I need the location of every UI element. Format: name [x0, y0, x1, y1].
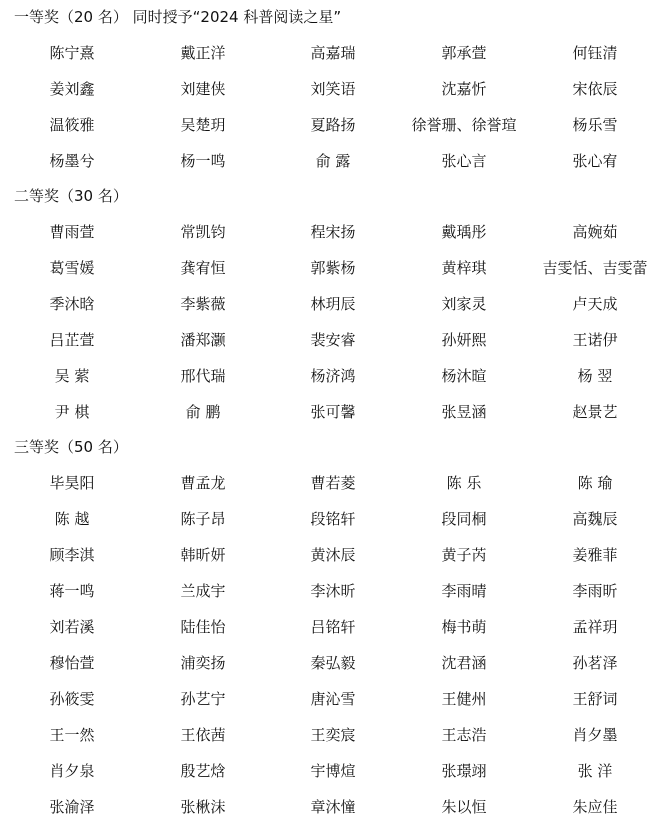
winner-name: 曹雨萱 — [49, 223, 95, 241]
winner-name: 黄梓琪 — [441, 259, 487, 277]
winner-name: 曹孟龙 — [180, 474, 226, 492]
winner-name: 陈宁熹 — [49, 44, 95, 62]
third-prize-row — [0, 579, 662, 603]
winner-name: 刘建侠 — [180, 80, 226, 98]
winner-name: 杨墨兮 — [49, 152, 95, 170]
winner-name: 曹若菱 — [310, 474, 356, 492]
winner-name: 季沐晗 — [49, 295, 95, 313]
winner-name: 孟祥玥 — [572, 618, 618, 636]
winner-name: 韩昕妍 — [180, 546, 226, 564]
winner-name: 林玥辰 — [310, 295, 356, 313]
winner-name: 杨沐暄 — [441, 367, 487, 385]
winner-name: 章沐憧 — [310, 798, 356, 816]
third-prize-heading: 三等奖（50 名） — [14, 438, 128, 456]
winner-name: 姜雅菲 — [572, 546, 618, 564]
winner-name: 肖夕墨 — [572, 726, 618, 744]
winner-name: 戴正洋 — [180, 44, 226, 62]
first-prize-row — [0, 113, 662, 137]
winner-name: 陆佳怡 — [180, 618, 226, 636]
winner-name: 戴瑀彤 — [441, 223, 487, 241]
third-prize-row — [0, 759, 662, 783]
winner-name: 肖夕泉 — [49, 762, 95, 780]
winner-name: 尹 棋 — [54, 403, 90, 421]
first-prize-row — [0, 41, 662, 65]
winner-name: 王诺伊 — [572, 331, 618, 349]
winner-name: 孙艺宁 — [180, 690, 226, 708]
winner-name: 夏路扬 — [310, 116, 356, 134]
winner-name: 陈 乐 — [446, 474, 482, 492]
winner-name: 高嘉瑞 — [310, 44, 356, 62]
winner-name: 俞 露 — [315, 152, 351, 170]
winner-name: 段铭轩 — [310, 510, 356, 528]
first-prize-row — [0, 149, 662, 173]
winner-name: 李雨晴 — [441, 582, 487, 600]
winner-name: 吉雯恬、吉雯蕾 — [542, 259, 648, 277]
winner-name: 吕芷萱 — [49, 331, 95, 349]
winner-name: 张楸沫 — [180, 798, 226, 816]
winner-name: 杨 翌 — [577, 367, 613, 385]
winner-name: 赵景艺 — [572, 403, 618, 421]
winner-name: 王一然 — [49, 726, 95, 744]
third-prize-row — [0, 543, 662, 567]
winner-name: 刘若溪 — [49, 618, 95, 636]
winner-name: 杨一鸣 — [180, 152, 226, 170]
winner-name: 何钰清 — [572, 44, 618, 62]
winner-name: 朱应佳 — [572, 798, 618, 816]
winner-name: 郭承萱 — [441, 44, 487, 62]
winner-name: 王健州 — [441, 690, 487, 708]
winner-name: 吕铭轩 — [310, 618, 356, 636]
winner-name: 陈 瑜 — [577, 474, 613, 492]
winner-name: 邢代瑞 — [180, 367, 226, 385]
winner-name: 高婉茹 — [572, 223, 618, 241]
winner-name: 张璟翊 — [441, 762, 487, 780]
winner-name: 李沐昕 — [310, 582, 356, 600]
winner-name: 潘郑灏 — [180, 331, 226, 349]
first-prize-heading: 一等奖（20 名） 同时授予“2024 科普阅读之星” — [14, 8, 342, 26]
winner-name: 蒋一鸣 — [49, 582, 95, 600]
winner-name: 陈 越 — [54, 510, 90, 528]
winner-name: 陈子昂 — [180, 510, 226, 528]
second-prize-row — [0, 220, 662, 244]
first-prize-row — [0, 77, 662, 101]
winner-name: 王奕宸 — [310, 726, 356, 744]
winner-name: 孙筱雯 — [49, 690, 95, 708]
winner-name: 温筱雅 — [49, 116, 95, 134]
winner-name: 宋依辰 — [572, 80, 618, 98]
winner-name: 裴安睿 — [310, 331, 356, 349]
winner-name: 杨乐雪 — [572, 116, 618, 134]
third-prize-row — [0, 687, 662, 711]
second-prize-row — [0, 292, 662, 316]
third-prize-row — [0, 471, 662, 495]
winner-name: 朱以恒 — [441, 798, 487, 816]
winner-name: 刘笑语 — [310, 80, 356, 98]
winner-name: 徐誉珊、徐誉瑄 — [411, 116, 517, 134]
winner-name: 张 洋 — [577, 762, 613, 780]
winner-name: 张心宥 — [572, 152, 618, 170]
winner-name: 俞 鹏 — [185, 403, 221, 421]
winner-name: 段同桐 — [441, 510, 487, 528]
winner-name: 梅书萌 — [441, 618, 487, 636]
winner-name: 王依茜 — [180, 726, 226, 744]
winner-name: 龚宥恒 — [180, 259, 226, 277]
winner-name: 李雨昕 — [572, 582, 618, 600]
second-prize-row — [0, 364, 662, 388]
winner-name: 李紫薇 — [180, 295, 226, 313]
winner-name: 孙茗泽 — [572, 654, 618, 672]
winner-name: 吴 萦 — [54, 367, 90, 385]
winner-name: 张昱涵 — [441, 403, 487, 421]
winner-name: 高魏辰 — [572, 510, 618, 528]
second-prize-row — [0, 256, 662, 280]
winner-name: 宇博煊 — [310, 762, 356, 780]
winner-name: 沈君涵 — [441, 654, 487, 672]
winner-name: 张可馨 — [310, 403, 356, 421]
third-prize-row — [0, 795, 662, 819]
second-prize-row — [0, 328, 662, 352]
winner-name: 黄子芮 — [441, 546, 487, 564]
winner-name: 沈嘉忻 — [441, 80, 487, 98]
winner-name: 孙妍熙 — [441, 331, 487, 349]
winner-name: 葛雪媛 — [49, 259, 95, 277]
winner-name: 张心言 — [441, 152, 487, 170]
third-prize-row — [0, 615, 662, 639]
winner-name: 穆怡萱 — [49, 654, 95, 672]
winner-name: 唐沁雪 — [310, 690, 356, 708]
winner-name: 毕昊阳 — [49, 474, 95, 492]
third-prize-row — [0, 651, 662, 675]
winner-name: 杨济鸿 — [310, 367, 356, 385]
winner-name: 秦弘毅 — [310, 654, 356, 672]
third-prize-row — [0, 723, 662, 747]
second-prize-row — [0, 400, 662, 424]
winner-name: 卢天成 — [572, 295, 618, 313]
winner-name: 常凯钧 — [180, 223, 226, 241]
winner-name: 刘家灵 — [441, 295, 487, 313]
third-prize-row — [0, 507, 662, 531]
winner-name: 兰成宇 — [180, 582, 226, 600]
winner-name: 顾李淇 — [49, 546, 95, 564]
winner-name: 浦奕扬 — [180, 654, 226, 672]
winner-name: 程宋扬 — [310, 223, 356, 241]
winner-name: 张渝泽 — [49, 798, 95, 816]
winner-name: 王志浩 — [441, 726, 487, 744]
winner-name: 吴楚玥 — [180, 116, 226, 134]
winner-name: 姜刘鑫 — [49, 80, 95, 98]
winner-name: 黄沐辰 — [310, 546, 356, 564]
second-prize-heading: 二等奖（30 名） — [14, 187, 128, 205]
winner-name: 殷艺焓 — [180, 762, 226, 780]
winner-name: 郭紫杨 — [310, 259, 356, 277]
winner-name: 王舒词 — [572, 690, 618, 708]
